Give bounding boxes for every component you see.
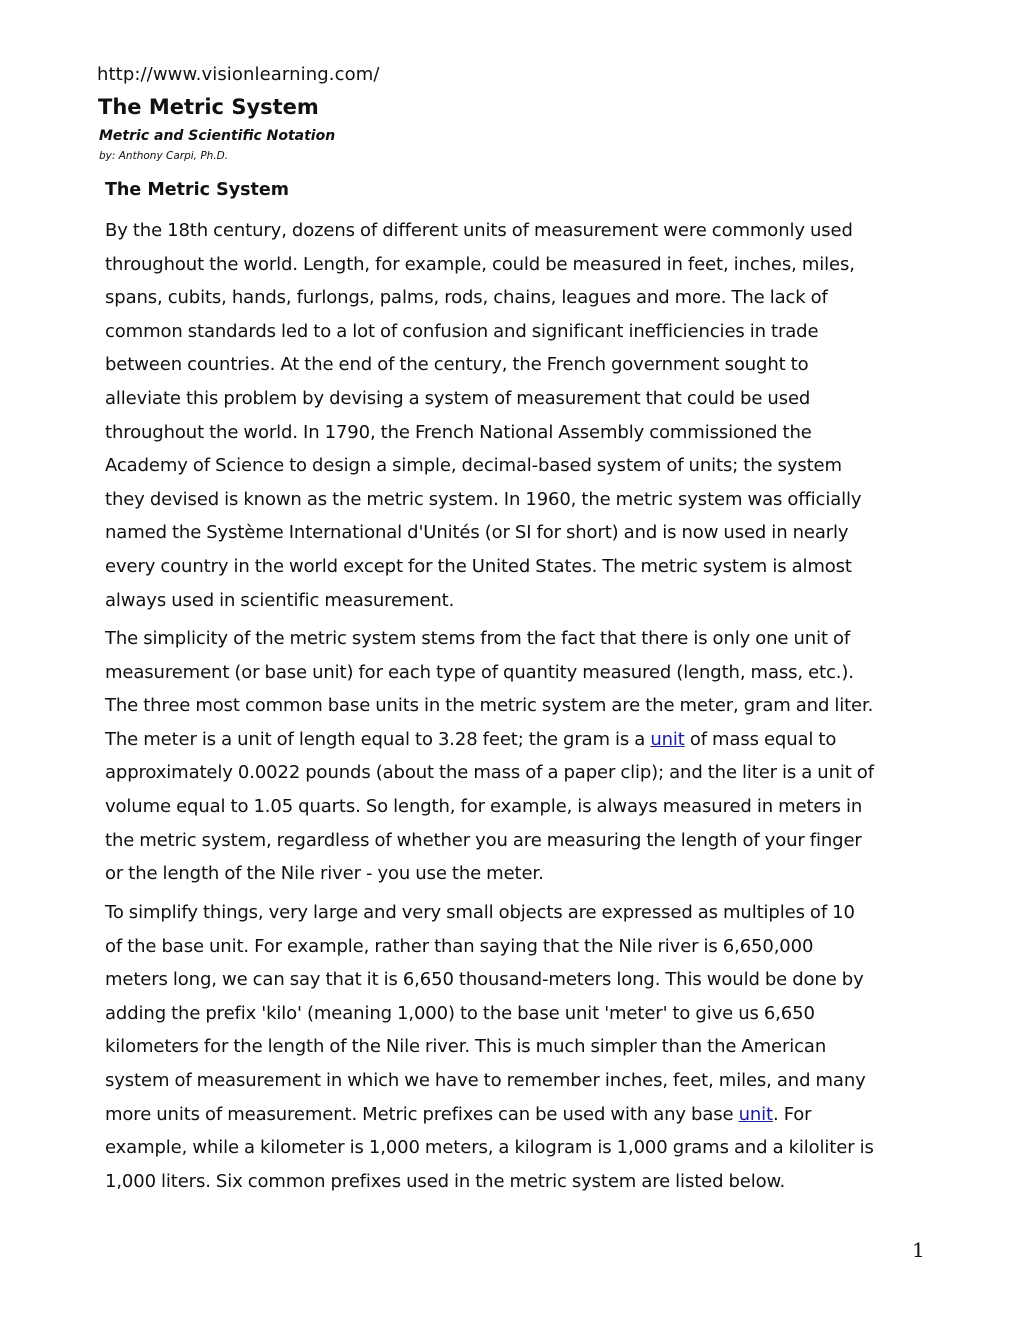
text-line: The simplicity of the metric system stems from the fact that there is only one unit of bbox=[105, 628, 851, 649]
text-line: The three most common base units in the metric system are the meter, gram and liter. bbox=[105, 695, 874, 717]
unit-link[interactable]: unit bbox=[738, 1103, 773, 1125]
text-line-with-link bbox=[105, 1098, 935, 1132]
text-line: Academy of Science to design a simple, decimal-based system of units; the system bbox=[105, 455, 842, 477]
text-line: To simplify things, very large and very small objects are expressed as multiples of 10 bbox=[105, 902, 855, 923]
section-heading: The Metric System bbox=[105, 180, 289, 200]
text-line: By the 18th century, dozens of different units of measurement were commonly used bbox=[105, 220, 853, 241]
text-segment: . For bbox=[772, 1103, 812, 1125]
text-segment: The meter is a unit of length equal to 3.28 feet; the gram is a bbox=[105, 728, 651, 750]
text-line: between countries. At the end of the century, the French government sought to bbox=[105, 354, 809, 376]
text-line: example, while a kilometer is 1,000 meters, a kilogram is 1,000 grams and a kiloliter is bbox=[105, 1137, 874, 1159]
text-line: meters long, we can say that it is 6,650 thousand-meters long. This would be done by bbox=[105, 969, 864, 991]
text-line: of the base unit. For example, rather than saying that the Nile river is 6,650,000 bbox=[105, 935, 814, 957]
text-line: 1,000 liters. Six common prefixes used in the metric system are listed below. bbox=[105, 1170, 786, 1192]
text-line: approximately 0.0022 pounds (about the mass of a paper clip); and the liter is a unit of bbox=[105, 762, 874, 784]
text-segment: of mass equal to bbox=[684, 728, 837, 750]
text-line: alleviate this problem by devising a system of measurement that could be used bbox=[105, 387, 811, 409]
author-byline: by: Anthony Carpi, Ph.D. bbox=[99, 150, 229, 162]
text-line: they devised is known as the metric system. In 1960, the metric system was officially bbox=[105, 488, 862, 510]
text-line-with-link bbox=[105, 723, 935, 757]
text-line: spans, cubits, hands, furlongs, palms, rods, chains, leagues and more. The lack of bbox=[105, 287, 828, 309]
paragraph-history bbox=[105, 214, 935, 617]
document-title: The Metric System bbox=[98, 95, 319, 119]
text-line: adding the prefix 'kilo' (meaning 1,000) to the base unit 'meter' to give us 6,650 bbox=[105, 1002, 815, 1024]
text-line: every country in the world except for the United States. The metric system is almost bbox=[105, 555, 852, 577]
text-line: or the length of the Nile river - you use the meter. bbox=[105, 863, 544, 885]
text-line: the metric system, regardless of whether you are measuring the length of your finger bbox=[105, 829, 862, 851]
unit-link[interactable]: unit bbox=[650, 728, 685, 750]
page-number: 1 bbox=[912, 1238, 925, 1262]
paragraph-prefixes bbox=[105, 896, 935, 1198]
text-line: kilometers for the length of the Nile river. This is much simpler than the American bbox=[105, 1036, 827, 1058]
document-subtitle: Metric and Scientific Notation bbox=[99, 128, 336, 144]
text-line: measurement (or base unit) for each type of quantity measured (length, mass, etc.). bbox=[105, 661, 854, 683]
text-line: volume equal to 1.05 quarts. So length, for example, is always measured in meters in bbox=[105, 795, 863, 817]
source-url: http://www.visionlearning.com/ bbox=[97, 64, 380, 85]
text-line: common standards led to a lot of confusion and significant inefficiencies in trade bbox=[105, 320, 819, 342]
text-line: named the Système International d'Unités (or SI for short) and is now used in nearly bbox=[105, 522, 849, 544]
text-segment: more units of measurement. Metric prefixes can be used with any base bbox=[105, 1103, 739, 1125]
text-line: throughout the world. In 1790, the French National Assembly commissioned the bbox=[105, 421, 812, 443]
text-line: always used in scientific measurement. bbox=[105, 589, 455, 611]
paragraph-base-units bbox=[105, 622, 935, 891]
text-line: throughout the world. Length, for example, could be measured in feet, inches, miles, bbox=[105, 253, 855, 275]
text-line: system of measurement in which we have to remember inches, feet, miles, and many bbox=[105, 1069, 866, 1091]
